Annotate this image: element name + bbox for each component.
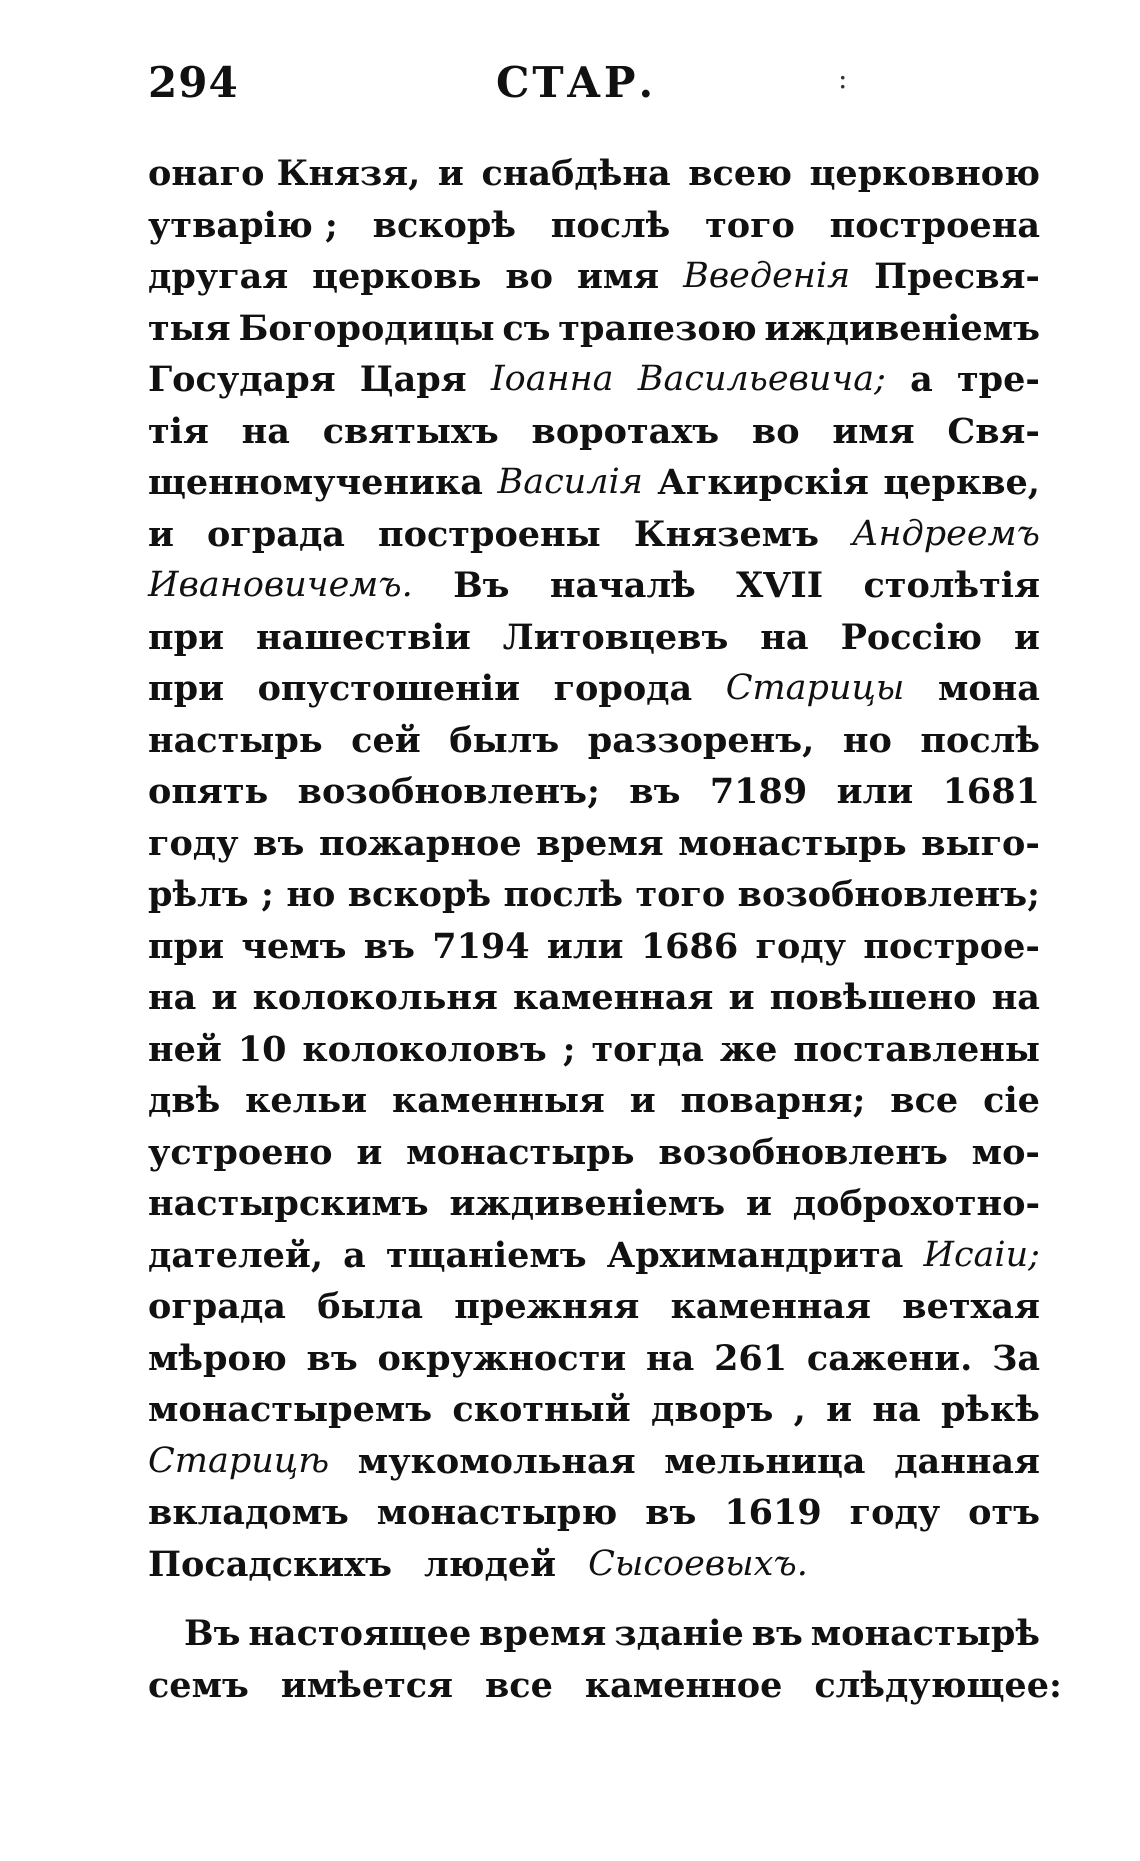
word: Богородицы [238,307,495,349]
word: людей [423,1543,557,1585]
word: настырь [148,719,323,761]
word: и [826,1389,853,1430]
word: зданіе [614,1613,744,1654]
word: сажени. [806,1337,973,1379]
word: Свя- [947,410,1040,452]
word: утварію ; [148,204,338,246]
text-line [148,663,1040,715]
word: и [1014,616,1040,658]
word: тогда [591,1028,704,1070]
word: но [842,719,892,761]
word: За [992,1337,1040,1379]
word: или [546,925,624,967]
word: семъ [148,1664,249,1706]
text-line [148,457,1040,509]
word: построены [378,513,601,555]
word: поварня; [680,1080,866,1121]
word: на [646,1337,695,1379]
word: мѣрою [148,1337,287,1379]
word: былъ [449,719,560,761]
word: монастырь [678,822,907,864]
word: святыхъ [322,410,499,452]
word: во [751,410,800,452]
word: имя [832,410,915,452]
word: и [356,1131,383,1173]
text-line [148,1608,1040,1660]
word: имя [576,256,660,297]
word: ; [562,1028,576,1070]
text-line [148,200,1040,252]
word: кельи [245,1080,368,1121]
word: мона [937,668,1040,709]
word: колокольня [252,977,498,1018]
text-line [148,921,1040,973]
word: рѣкѣ [940,1389,1040,1430]
text-line [148,818,1040,870]
paragraph-2 [148,1608,1062,1711]
word: дворъ [651,1389,774,1430]
body-text [148,148,1062,1711]
text-line [148,1660,1062,1712]
word: Агкирскія [657,462,869,503]
word: настырскимъ [148,1183,429,1224]
word: время [479,1613,607,1654]
word: Въ [453,565,510,606]
text-line [148,972,1040,1024]
word: тщаніемъ [385,1234,587,1276]
text-line [148,1384,1040,1436]
word: возобновленъ; [297,771,600,812]
word: XVII [736,565,824,606]
word: и [629,1080,656,1121]
word: а [343,1234,366,1276]
word: во [505,256,554,297]
word: церкве, [883,462,1040,503]
word: снабдѣна [481,153,671,194]
page-number: 294 [148,58,239,107]
word: Пресвя- [874,256,1040,297]
word: прежняя [454,1286,640,1327]
word: 1619 [724,1492,822,1533]
word: году [755,925,847,967]
text-line [148,869,1040,921]
word: на [760,616,809,658]
word: въ [645,1492,697,1533]
word: иждивеніемъ [764,307,1040,349]
word: время [536,822,664,864]
word: трапезою [558,307,757,349]
word: другая [148,256,289,297]
text-line [148,1230,1040,1282]
word: монастырь [406,1131,635,1173]
word: настоящее [248,1613,472,1654]
word: монастыремъ [148,1389,433,1430]
word: ограда [148,1286,286,1327]
word: мельница [664,1440,866,1482]
word: повѣшено [769,977,977,1018]
word: и [437,153,464,194]
text-line [148,303,1040,355]
word: Василія [497,462,643,502]
word: возобновленъ [658,1131,948,1173]
word: церковь [312,256,482,297]
word: щенномученика [148,462,483,503]
word: мо- [971,1131,1040,1173]
word: или [836,771,914,812]
word: 261 [714,1337,788,1379]
word: онаго Князя, [148,153,421,194]
word: Ивановичемъ. [148,565,413,605]
word: воротахъ [531,410,720,452]
word: при [148,616,225,658]
word: но [286,874,336,915]
word: все [484,1664,553,1706]
text-line [148,1487,1040,1539]
text-line [148,1333,1040,1385]
word: отъ [968,1492,1040,1533]
word: данная [894,1440,1040,1482]
word: Государя [148,359,336,400]
word: и [745,1183,772,1224]
word: пожарное [318,822,522,864]
header-mark: : [838,62,848,95]
word: Старицѣ [148,1440,330,1481]
word: опять [148,771,269,812]
paragraph-gap [148,1590,1040,1608]
word: была [317,1286,424,1327]
word: и [148,513,174,555]
word: послѣ [503,874,624,915]
word: на [148,977,197,1018]
word: каменная [513,977,714,1018]
text-line [148,354,1040,406]
word: , [793,1389,806,1430]
word: того [635,874,726,915]
word: послѣ [550,204,671,246]
text-line [148,766,1040,818]
text-line [148,1539,1040,1591]
word: имѣется [280,1664,453,1706]
word: съ [502,307,551,349]
word: вкладомъ [148,1492,349,1533]
word: вскорѣ [347,874,492,915]
word: монастырѣ [810,1613,1040,1654]
word: же [719,1028,778,1070]
word: 7194 [432,925,530,967]
word: при [148,925,225,967]
word: послѣ [920,719,1040,761]
word: Въ [184,1613,241,1654]
word: Іоанна [490,359,614,399]
word: 10 [237,1028,287,1070]
text-line [148,1127,1040,1179]
text-line [148,148,1040,200]
word: двѣ [148,1080,221,1121]
word: сей [351,719,421,761]
word: 1681 [942,771,1040,812]
paragraph-1 [148,148,1040,1590]
word: столѣтія [863,565,1040,606]
word: въ [629,771,681,812]
word: при [148,668,225,709]
word: Россію [840,616,983,658]
word: окружности [377,1337,627,1379]
word: каменная [670,1286,871,1327]
word: въ [363,925,415,967]
word: ограда [207,513,345,555]
text-line [148,612,1040,664]
text-line [148,1024,1040,1076]
word: на [991,977,1040,1018]
word: ; [261,874,274,915]
word: города [553,668,693,709]
word: Васильевича; [637,359,886,399]
word: выго- [921,822,1040,864]
word: началѣ [549,565,696,606]
word: устроено [148,1131,333,1173]
word: все [890,1080,959,1121]
word: иждивеніемъ [449,1183,726,1224]
text-line [148,560,1040,612]
word: поставлены [793,1028,1040,1070]
word: построе- [863,925,1040,967]
word: и [211,977,238,1018]
word: рѣлъ [148,874,249,915]
word: тыя [148,307,231,349]
word: построена [829,204,1040,246]
word: Исаіи; [923,1234,1040,1275]
word: скотный [452,1389,631,1430]
word: каменныя [391,1080,605,1121]
word: Старицы [725,668,905,708]
word: колоколовъ [302,1028,547,1070]
text-line [148,1178,1040,1230]
word: мукомольная [357,1440,636,1482]
word: Архимандрита [606,1234,904,1276]
word: монастырю [376,1492,618,1533]
word: Царя [359,359,467,400]
word: тія [148,410,209,452]
word: ней [148,1028,222,1070]
word: ветхая [902,1286,1040,1327]
running-head: СТАР. [496,58,657,107]
word: церковною [809,153,1040,194]
word: чемъ [241,925,347,967]
text-line [148,406,1040,458]
word: доброхотно- [792,1183,1040,1224]
word: году [849,1492,941,1533]
word: всею [688,153,792,194]
word: возобновленъ; [737,874,1040,915]
text-line [148,715,1040,767]
word: опустошеніи [257,668,521,709]
word: тре- [957,359,1040,400]
word: дателей, [148,1234,324,1276]
word: году [148,822,239,864]
text-line [148,1281,1040,1333]
text-line [148,251,1040,303]
word: 7189 [709,771,808,812]
word: Андреемъ [852,513,1040,554]
word: Введенія [683,256,851,296]
word: сіе [983,1080,1040,1121]
word: 1686 [640,925,739,967]
word: Литовцевъ [502,616,729,658]
word: вскорѣ [372,204,516,246]
word: Посадскихъ [148,1543,392,1585]
page-header [148,58,1048,118]
word: въ [253,822,305,864]
word: Сысоевыхъ. [588,1543,808,1584]
text-line [148,1075,1040,1127]
word: въ [306,1337,358,1379]
text-line [148,509,1040,561]
word: каменное [584,1664,783,1706]
word: раззоренъ, [587,719,815,761]
word: въ [751,1613,803,1654]
text-line [148,1436,1040,1488]
word: и [728,977,755,1018]
word: того [705,204,795,246]
word: Княземъ [633,513,819,555]
word: слѣдующее: [814,1664,1062,1706]
word: а [910,359,933,400]
word: на [872,1389,921,1430]
word: нашествіи [256,616,471,658]
word: на [241,410,290,452]
